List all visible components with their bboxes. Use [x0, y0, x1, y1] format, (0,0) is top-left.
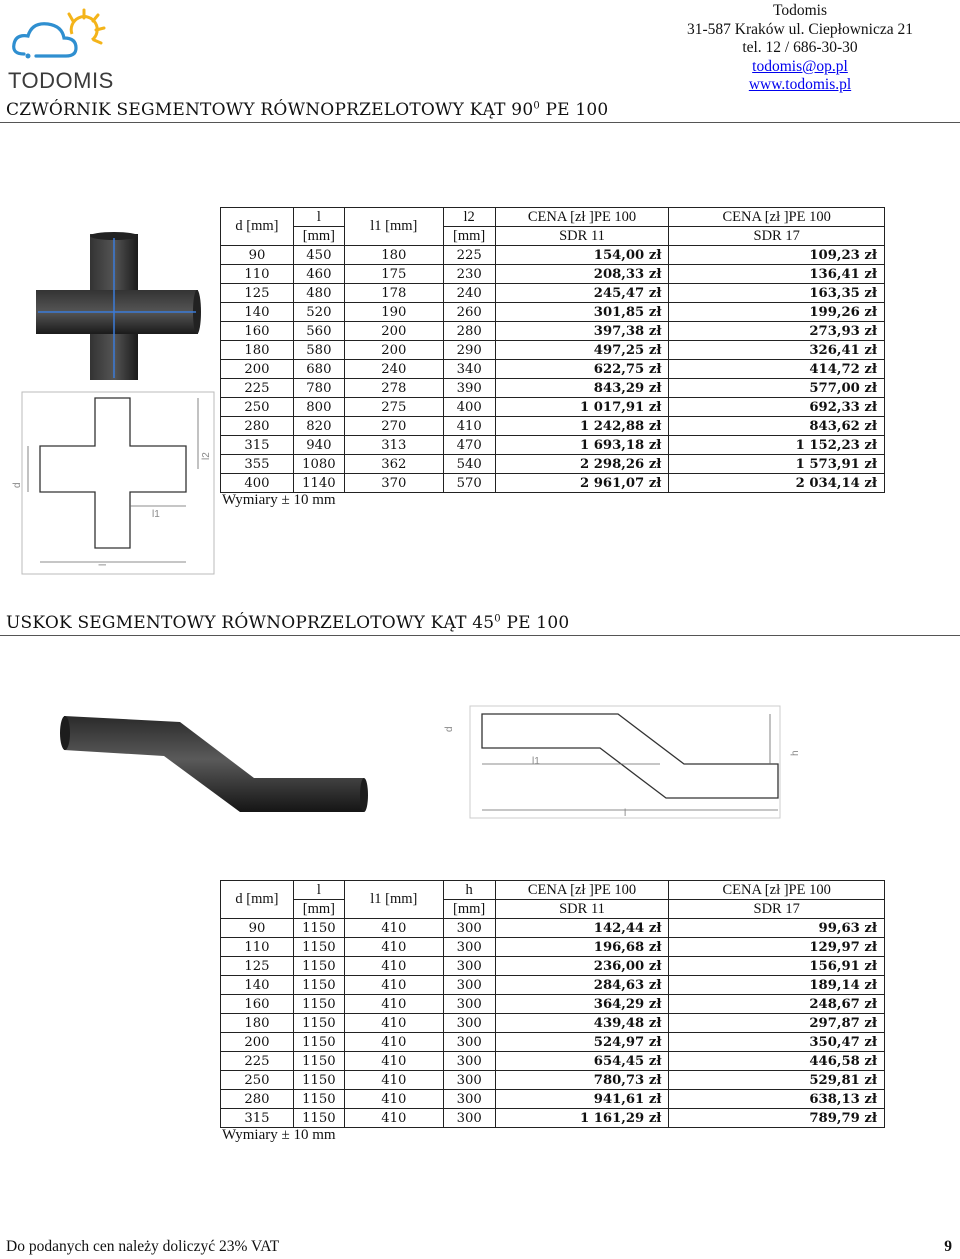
table-row	[221, 957, 885, 976]
table-cell: 250	[221, 1071, 294, 1090]
table-cell: 99,63 zł	[669, 919, 885, 938]
table-cell: 225	[443, 246, 495, 265]
drawing-label-l1: l1	[152, 509, 160, 520]
header-price-sdr17: CENA [zł ]PE 100	[669, 208, 885, 227]
table-cell: 300	[443, 995, 495, 1014]
table-cell: 300	[443, 1033, 495, 1052]
section1-divider	[0, 122, 960, 123]
table-cell: 180	[221, 341, 294, 360]
contact-block	[670, 2, 930, 95]
drawing-label-l1: l1	[532, 756, 540, 767]
table-cell: 370	[344, 474, 443, 493]
table-cell: 410	[344, 938, 443, 957]
table-cell: 180	[344, 246, 443, 265]
table-cell: 1150	[293, 957, 344, 976]
header-price-sdr11: CENA [zł ]PE 100	[495, 881, 669, 900]
table-cell: 248,67 zł	[669, 995, 885, 1014]
header-price-sdr17: CENA [zł ]PE 100	[669, 881, 885, 900]
table-cell: 2 961,07 zł	[495, 474, 669, 493]
offset-table-body	[221, 919, 885, 1128]
table-cell: 1150	[293, 1109, 344, 1128]
table-cell: 240	[443, 284, 495, 303]
table-cell: 1150	[293, 1014, 344, 1033]
table-cell: 1 693,18 zł	[495, 436, 669, 455]
table-row	[221, 303, 885, 322]
drawing-label-l: l	[624, 808, 627, 819]
drawing-label-d: d	[444, 726, 455, 732]
table-cell: 1150	[293, 995, 344, 1014]
table-row	[221, 1109, 885, 1128]
table-cell: 638,13 zł	[669, 1090, 885, 1109]
table-cell: 300	[443, 1052, 495, 1071]
table-row	[221, 455, 885, 474]
table-cell: 275	[344, 398, 443, 417]
cross-table-body	[221, 246, 885, 493]
table-cell: 284,63 zł	[495, 976, 669, 995]
section1-title: CZWÓRNIK SEGMENTOWY RÓWNOPRZELOTOWY KĄT $90^0$ PE 100	[6, 100, 609, 120]
table-cell: 300	[443, 957, 495, 976]
table-cell: 524,97 zł	[495, 1033, 669, 1052]
table-cell: 290	[443, 341, 495, 360]
table-cell: 1 017,91 zł	[495, 398, 669, 417]
table-cell: 280	[221, 1090, 294, 1109]
table-cell: 497,25 zł	[495, 341, 669, 360]
website-link[interactable]: www.todomis.pl	[748, 76, 852, 93]
company-logo	[6, 6, 121, 93]
table-cell: 410	[344, 957, 443, 976]
table-cell: 1150	[293, 919, 344, 938]
table-cell: 355	[221, 455, 294, 474]
table-cell: 208,33 zł	[495, 265, 669, 284]
table-cell: 410	[443, 417, 495, 436]
table-cell: 1150	[293, 938, 344, 957]
table-cell: 140	[221, 976, 294, 995]
drawing-label-d: d	[12, 482, 23, 488]
table-cell: 560	[293, 322, 344, 341]
table-cell: 789,79 zł	[669, 1109, 885, 1128]
table-cell: 278	[344, 379, 443, 398]
table-row	[221, 341, 885, 360]
table-cell: 315	[221, 436, 294, 455]
table-cell: 200	[221, 1033, 294, 1052]
table-cell: 780,73 zł	[495, 1071, 669, 1090]
table-cell: 446,58 zł	[669, 1052, 885, 1071]
cross-technical-drawing	[2, 388, 214, 574]
table-cell: 780	[293, 379, 344, 398]
table-cell: 250	[221, 398, 294, 417]
drawing-label-h: h	[790, 750, 801, 756]
table-row	[221, 265, 885, 284]
section2-tolerance-note: Wymiary ± 10 mm	[222, 1127, 336, 1143]
table-cell: 439,48 zł	[495, 1014, 669, 1033]
table-cell: 570	[443, 474, 495, 493]
cross-fitting-photo	[34, 232, 214, 382]
section1-tolerance-note: Wymiary ± 10 mm	[222, 492, 336, 508]
header-d: d [mm]	[221, 881, 294, 919]
table-cell: 196,68 zł	[495, 938, 669, 957]
table-cell: 941,61 zł	[495, 1090, 669, 1109]
table-cell: 190	[344, 303, 443, 322]
table-cell: 400	[443, 398, 495, 417]
table-cell: 820	[293, 417, 344, 436]
logo-cloud-sun-icon	[6, 6, 121, 68]
table-cell: 350,47 zł	[669, 1033, 885, 1052]
table-cell: 410	[344, 919, 443, 938]
table-cell: 200	[344, 341, 443, 360]
table-cell: 364,29 zł	[495, 995, 669, 1014]
table-row	[221, 474, 885, 493]
table-cell: 414,72 zł	[669, 360, 885, 379]
table-cell: 315	[221, 1109, 294, 1128]
table-cell: 280	[221, 417, 294, 436]
table-cell: 1 573,91 zł	[669, 455, 885, 474]
header-sdr17: SDR 17	[669, 227, 885, 246]
table-row	[221, 1033, 885, 1052]
table-cell: 397,38 zł	[495, 322, 669, 341]
table-cell: 230	[443, 265, 495, 284]
table-cell: 410	[344, 1014, 443, 1033]
table-row	[221, 246, 885, 265]
table-cell: 1 152,23 zł	[669, 436, 885, 455]
table-cell: 300	[443, 1014, 495, 1033]
table-cell: 410	[344, 976, 443, 995]
table-cell: 156,91 zł	[669, 957, 885, 976]
header-l-unit: [mm]	[293, 900, 344, 919]
table-cell: 109,23 zł	[669, 246, 885, 265]
table-cell: 300	[443, 938, 495, 957]
table-cell: 297,87 zł	[669, 1014, 885, 1033]
table-cell: 125	[221, 284, 294, 303]
table-cell: 450	[293, 246, 344, 265]
table-cell: 260	[443, 303, 495, 322]
table-cell: 577,00 zł	[669, 379, 885, 398]
table-row	[221, 417, 885, 436]
table-row	[221, 995, 885, 1014]
table-cell: 180	[221, 1014, 294, 1033]
table-cell: 273,93 zł	[669, 322, 885, 341]
table-cell: 326,41 zł	[669, 341, 885, 360]
table-cell: 110	[221, 938, 294, 957]
table-cell: 340	[443, 360, 495, 379]
table-cell: 300	[443, 1090, 495, 1109]
table-cell: 154,00 zł	[495, 246, 669, 265]
table-cell: 1150	[293, 1033, 344, 1052]
table-cell: 480	[293, 284, 344, 303]
table-cell: 520	[293, 303, 344, 322]
table-cell: 160	[221, 322, 294, 341]
table-row	[221, 436, 885, 455]
vat-note: Do podanych cen należy doliczyć 23% VAT	[6, 1238, 280, 1255]
table-cell: 843,29 zł	[495, 379, 669, 398]
table-cell: 622,75 zł	[495, 360, 669, 379]
cross-price-table	[220, 207, 885, 493]
table-cell: 175	[344, 265, 443, 284]
table-cell: 125	[221, 957, 294, 976]
table-row	[221, 379, 885, 398]
table-cell: 160	[221, 995, 294, 1014]
table-cell: 800	[293, 398, 344, 417]
table-cell: 470	[443, 436, 495, 455]
table-cell: 301,85 zł	[495, 303, 669, 322]
table-cell: 136,41 zł	[669, 265, 885, 284]
header-d: d [mm]	[221, 208, 294, 246]
table-cell: 313	[344, 436, 443, 455]
offset-fitting-photo	[58, 712, 370, 814]
table-cell: 529,81 zł	[669, 1071, 885, 1090]
table-cell: 300	[443, 1071, 495, 1090]
header-sdr11: SDR 11	[495, 900, 669, 919]
header-h-unit: [mm]	[443, 900, 495, 919]
drawing-label-l2: l2	[201, 452, 212, 460]
table-cell: 460	[293, 265, 344, 284]
table-cell: 270	[344, 417, 443, 436]
header-l2-unit: [mm]	[443, 227, 495, 246]
header-l-unit: [mm]	[293, 227, 344, 246]
table-cell: 410	[344, 1071, 443, 1090]
table-cell: 110	[221, 265, 294, 284]
table-cell: 189,14 zł	[669, 976, 885, 995]
table-cell: 410	[344, 1090, 443, 1109]
table-cell: 300	[443, 1109, 495, 1128]
table-cell: 178	[344, 284, 443, 303]
header-price-sdr11: CENA [zł ]PE 100	[495, 208, 669, 227]
logo-text: TODOMIS	[8, 68, 114, 93]
table-row	[221, 938, 885, 957]
offset-price-table	[220, 880, 885, 1128]
section2-title: USKOK SEGMENTOWY RÓWNOPRZELOTOWY KĄT $45^0$ PE 100	[6, 613, 570, 633]
table-cell: 1080	[293, 455, 344, 474]
company-address: 31-587 Kraków ul. Ciepłownicza 21	[687, 20, 913, 38]
table-cell: 300	[443, 976, 495, 995]
table-row	[221, 1052, 885, 1071]
table-cell: 362	[344, 455, 443, 474]
table-cell: 1150	[293, 1052, 344, 1071]
table-cell: 400	[221, 474, 294, 493]
header-l1: l1 [mm]	[344, 208, 443, 246]
header-h: h	[443, 881, 495, 900]
table-cell: 580	[293, 341, 344, 360]
table-cell: 129,97 zł	[669, 938, 885, 957]
table-cell: 410	[344, 1052, 443, 1071]
table-cell: 163,35 zł	[669, 284, 885, 303]
header-sdr17: SDR 17	[669, 900, 885, 919]
header-l1: l1 [mm]	[344, 881, 443, 919]
drawing-label-l: l	[98, 563, 109, 566]
header-sdr11: SDR 11	[495, 227, 669, 246]
table-cell: 843,62 zł	[669, 417, 885, 436]
table-cell: 142,44 zł	[495, 919, 669, 938]
offset-technical-drawing	[436, 702, 801, 822]
table-cell: 2 034,14 zł	[669, 474, 885, 493]
table-cell: 245,47 zł	[495, 284, 669, 303]
table-row	[221, 1071, 885, 1090]
table-row	[221, 1014, 885, 1033]
header-l: l	[293, 881, 344, 900]
table-cell: 280	[443, 322, 495, 341]
table-cell: 225	[221, 1052, 294, 1071]
table-cell: 410	[344, 1033, 443, 1052]
table-cell: 90	[221, 246, 294, 265]
header-l: l	[293, 208, 344, 227]
table-row	[221, 360, 885, 379]
table-cell: 1 242,88 zł	[495, 417, 669, 436]
table-cell: 199,26 zł	[669, 303, 885, 322]
table-cell: 1150	[293, 1071, 344, 1090]
company-name: Todomis	[772, 2, 828, 19]
table-cell: 200	[344, 322, 443, 341]
table-cell: 300	[443, 919, 495, 938]
company-phone: tel. 12 / 686-30-30	[742, 39, 858, 56]
table-cell: 236,00 zł	[495, 957, 669, 976]
table-cell: 240	[344, 360, 443, 379]
table-cell: 410	[344, 1109, 443, 1128]
table-cell: 1 161,29 zł	[495, 1109, 669, 1128]
table-cell: 1150	[293, 1090, 344, 1109]
table-cell: 680	[293, 360, 344, 379]
table-row	[221, 919, 885, 938]
table-cell: 654,45 zł	[495, 1052, 669, 1071]
table-row	[221, 976, 885, 995]
page-number: 9	[944, 1238, 952, 1255]
table-cell: 225	[221, 379, 294, 398]
table-cell: 1150	[293, 976, 344, 995]
table-cell: 390	[443, 379, 495, 398]
table-row	[221, 398, 885, 417]
header-l2: l2	[443, 208, 495, 227]
section2-divider	[0, 635, 960, 636]
table-cell: 140	[221, 303, 294, 322]
table-row	[221, 1090, 885, 1109]
table-cell: 540	[443, 455, 495, 474]
table-cell: 2 298,26 zł	[495, 455, 669, 474]
table-cell: 410	[344, 995, 443, 1014]
table-cell: 90	[221, 919, 294, 938]
table-cell: 1140	[293, 474, 344, 493]
table-cell: 940	[293, 436, 344, 455]
table-cell: 692,33 zł	[669, 398, 885, 417]
email-link[interactable]: todomis@op.pl	[752, 57, 848, 75]
table-cell: 200	[221, 360, 294, 379]
table-row	[221, 284, 885, 303]
table-row	[221, 322, 885, 341]
